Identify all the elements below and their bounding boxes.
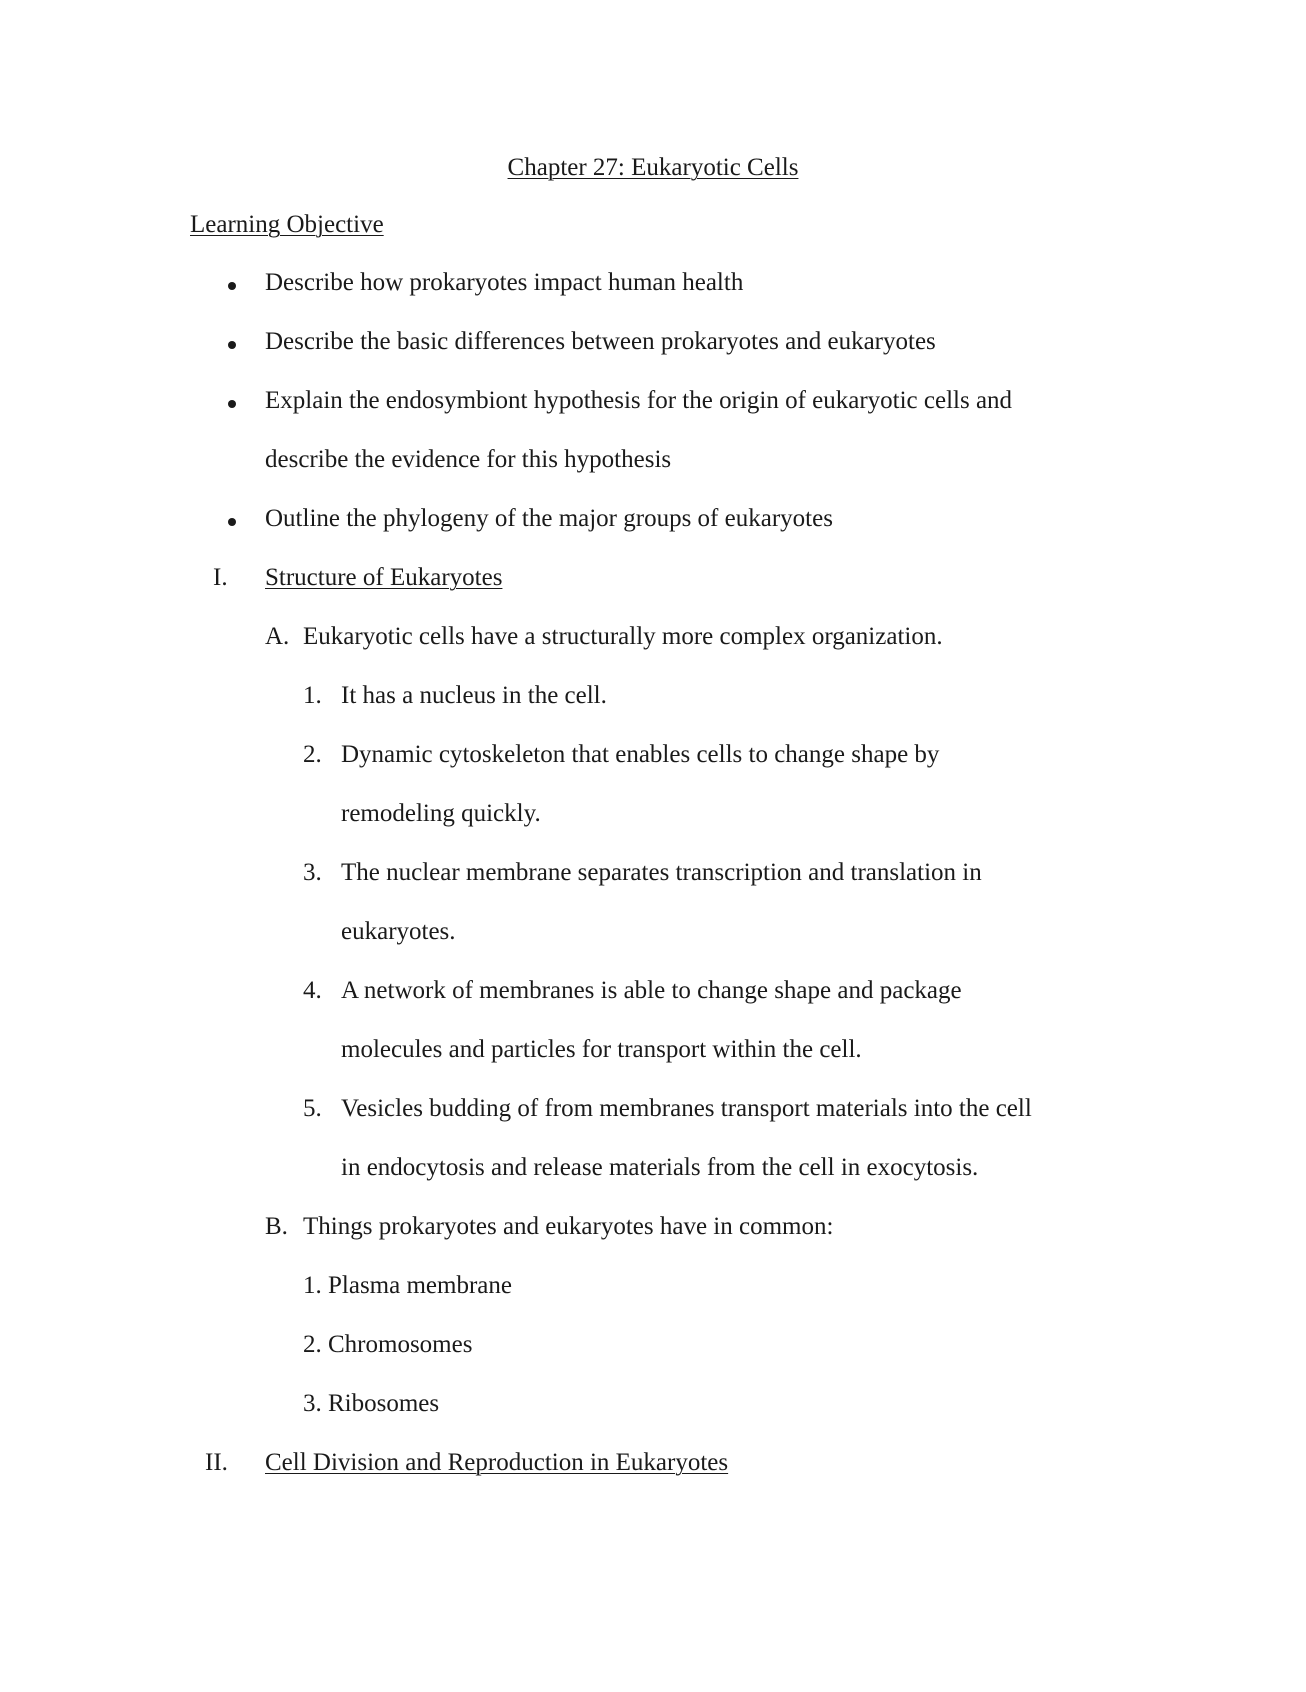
bullet-icon (228, 518, 236, 526)
list-item: It has a nucleus in the cell. (341, 682, 607, 709)
list-item-continuation: eukaryotes. (341, 918, 456, 945)
section-heading: Structure of Eukaryotes (265, 564, 503, 591)
list-item: Dynamic cytoskeleton that enables cells to change shape by (341, 741, 940, 768)
subsection-letter: B. (265, 1213, 288, 1240)
objectives-heading: Learning Objective (190, 211, 384, 238)
list-item: 1. Plasma membrane (303, 1272, 512, 1299)
bullet-icon (228, 282, 236, 290)
page-title: Chapter 27: Eukaryotic Cells (507, 154, 799, 181)
objective-item: Describe the basic differences between prokaryotes and eukaryotes (265, 328, 936, 355)
list-item-continuation: remodeling quickly. (341, 800, 541, 827)
subsection-text: Things prokaryotes and eukaryotes have in common: (303, 1213, 834, 1240)
objective-item: Describe how prokaryotes impact human health (265, 269, 744, 296)
list-item-continuation: molecules and particles for transport within the cell. (341, 1036, 862, 1063)
item-number: 4. (303, 977, 322, 1004)
list-item: The nuclear membrane separates transcription and translation in (341, 859, 982, 886)
objective-item: Explain the endosymbiont hypothesis for the origin of eukaryotic cells and (265, 387, 1013, 414)
bullet-icon (228, 400, 236, 408)
item-number: 2. (303, 741, 322, 768)
list-item-continuation: in endocytosis and release materials from the cell in exocytosis. (341, 1154, 979, 1181)
list-item: Vesicles budding of from membranes transport materials into the cell (341, 1095, 1032, 1122)
objective-item-continuation: describe the evidence for this hypothesis (265, 446, 672, 473)
objective-item: Outline the phylogeny of the major groups of eukaryotes (265, 505, 833, 532)
subsection-text: Eukaryotic cells have a structurally more complex organization. (303, 623, 943, 650)
item-number: 5. (303, 1095, 322, 1122)
list-item: 3. Ribosomes (303, 1390, 440, 1417)
list-item: 2. Chromosomes (303, 1331, 473, 1358)
item-number: 3. (303, 859, 322, 886)
list-item: A network of membranes is able to change shape and package (341, 977, 962, 1004)
item-number: 1. (303, 682, 322, 709)
bullet-icon (228, 341, 236, 349)
section-numeral: II. (205, 1449, 228, 1476)
section-numeral: I. (213, 564, 228, 591)
section-heading: Cell Division and Reproduction in Eukaryotes (265, 1449, 729, 1476)
subsection-letter: A. (265, 623, 290, 650)
